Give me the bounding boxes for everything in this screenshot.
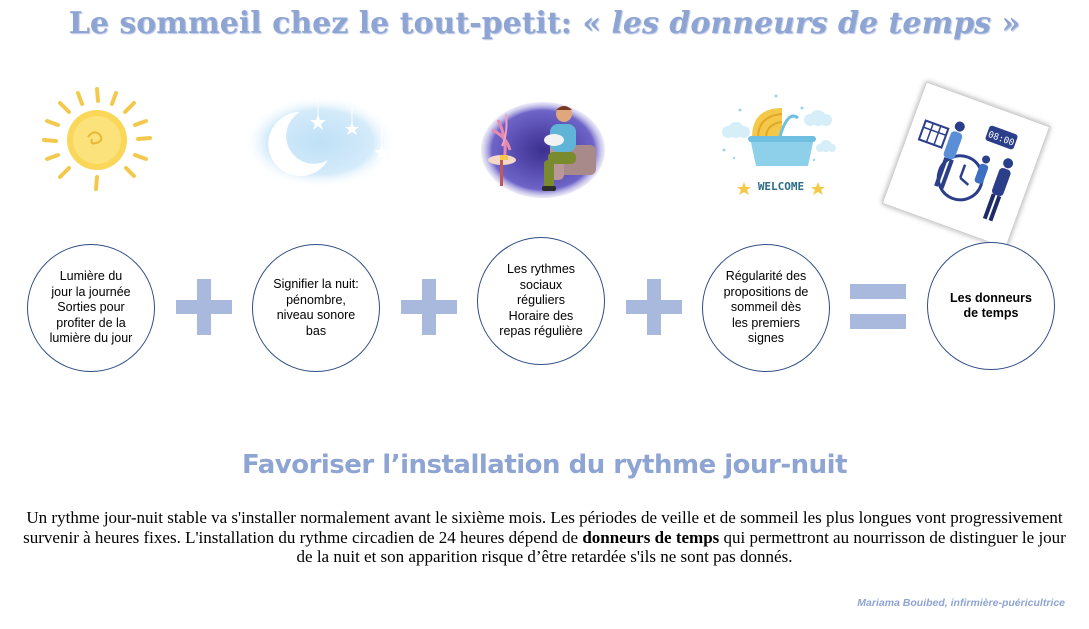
body-paragraph (22, 508, 1067, 567)
title-text: Le sommeil chez le tout-petit: « (68, 6, 612, 41)
plus-icon (626, 279, 682, 335)
welcome-text: WELCOME (757, 180, 805, 193)
circle-result-text: Les donneurs de temps (950, 290, 1032, 320)
circle-sleep-regularity (702, 244, 830, 372)
parent-with-baby-illustration (478, 100, 608, 200)
plus-icon (176, 279, 232, 335)
moon-icon (242, 90, 397, 190)
people-with-clock-illustration (882, 81, 1051, 248)
circle-daylight (27, 244, 155, 372)
plus-icon (401, 279, 457, 335)
clock-time-text: 08:00 (986, 130, 1016, 149)
circle-social-rhythms-text: Les rythmes sociaux réguliers Horaire des repas régulière (499, 262, 583, 339)
circle-result (927, 242, 1055, 370)
circle-night-signal (252, 244, 380, 372)
body-paragraph-part-1: Un rythme jour-nuit stable va s'installer normalement avant le sixième mois. Les périodes de veille et de sommeil les plus longues vont progressivement survenir à heures fixes. L'installation du rythme circadien de 24 heures dépend de (23, 508, 1063, 547)
equals-icon (850, 284, 906, 330)
sun-icon (38, 85, 156, 193)
title-closing-quote: » (991, 6, 1021, 41)
body-paragraph-part-2: qui permettront au nourrisson de distinguer le jour de la nuit et son apparition risque d’être retardée s'ils ne sont pas donnés. (296, 527, 1066, 566)
circle-sleep-regularity-text: Régularité des propositions de sommeil dès les premiers signes (723, 269, 809, 346)
section-subtitle: Favoriser l’installation du rythme jour-nuit (241, 450, 848, 480)
baby-basket-illustration (710, 90, 840, 195)
circle-night-signal-text: Signifier la nuit: pénombre, niveau sonore bas (273, 277, 359, 338)
title-italic-text: les donneurs de temps (611, 6, 992, 41)
circle-daylight-text: Lumière du jour la journée Sorties pour profiter de la lumière du jour (49, 269, 133, 346)
circle-social-rhythms (477, 237, 605, 365)
body-paragraph-bold: donneurs de temps (582, 527, 720, 547)
author-signature: Mariama Bouibed, infirmière-puéricultrice (857, 597, 1065, 609)
page-title (0, 6, 1089, 41)
clock-icon (882, 83, 1051, 250)
